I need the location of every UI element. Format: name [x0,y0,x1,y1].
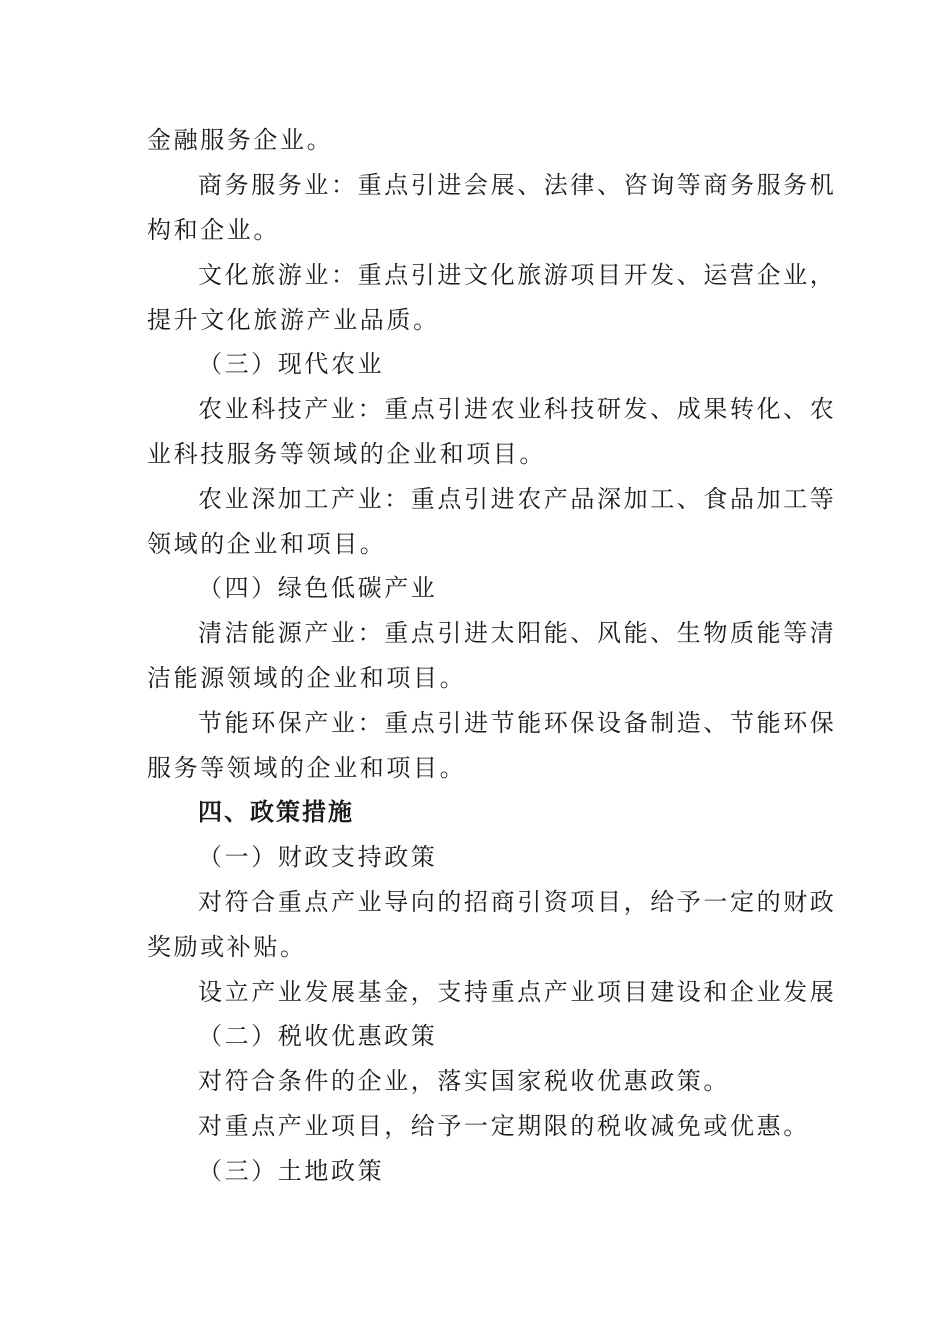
paragraph-line: 设立产业发展基金，支持重点产业项目建设和企业发展 [198,978,837,1006]
paragraph-line: 业科技服务等领域的企业和项目。 [147,440,546,468]
section-heading: 四、政策措施 [198,798,354,826]
paragraph-line: 对符合重点产业导向的招商引资项目，给予一定的财政 [198,888,837,916]
paragraph-line: 对重点产业项目，给予一定期限的税收减免或优惠。 [198,1112,810,1140]
paragraph-line: 农业科技产业：重点引进农业科技研发、成果转化、农 [198,395,837,423]
paragraph-line: 对符合条件的企业，落实国家税收优惠政策。 [198,1067,730,1095]
section-subheading: （四）绿色低碳产业 [198,574,438,602]
paragraph-line: 领域的企业和项目。 [147,530,387,558]
paragraph-line: 奖励或补贴。 [147,933,307,961]
paragraph-line: 洁能源领域的企业和项目。 [147,664,467,692]
paragraph-line: 服务等领域的企业和项目。 [147,754,467,782]
paragraph-line: 商务服务业：重点引进会展、法律、咨询等商务服务机 [198,171,837,199]
paragraph-line: 清洁能源产业：重点引进太阳能、风能、生物质能等清 [198,619,837,647]
paragraph-line: 节能环保产业：重点引进节能环保设备制造、节能环保 [198,709,837,737]
paragraph-line: 构和企业。 [147,216,280,244]
section-subheading: （三）土地政策 [198,1157,385,1185]
section-subheading: （三）现代农业 [198,350,385,378]
paragraph-line: 金融服务企业。 [147,126,334,154]
paragraph-line: 文化旅游业：重点引进文化旅游项目开发、运营企业， [198,261,837,289]
paragraph-line: 提升文化旅游产业品质。 [147,306,440,334]
paragraph-line: 农业深加工产业：重点引进农产品深加工、食品加工等 [198,485,837,513]
section-subheading: （二）税收优惠政策 [198,1022,438,1050]
section-subheading: （一）财政支持政策 [198,843,438,871]
